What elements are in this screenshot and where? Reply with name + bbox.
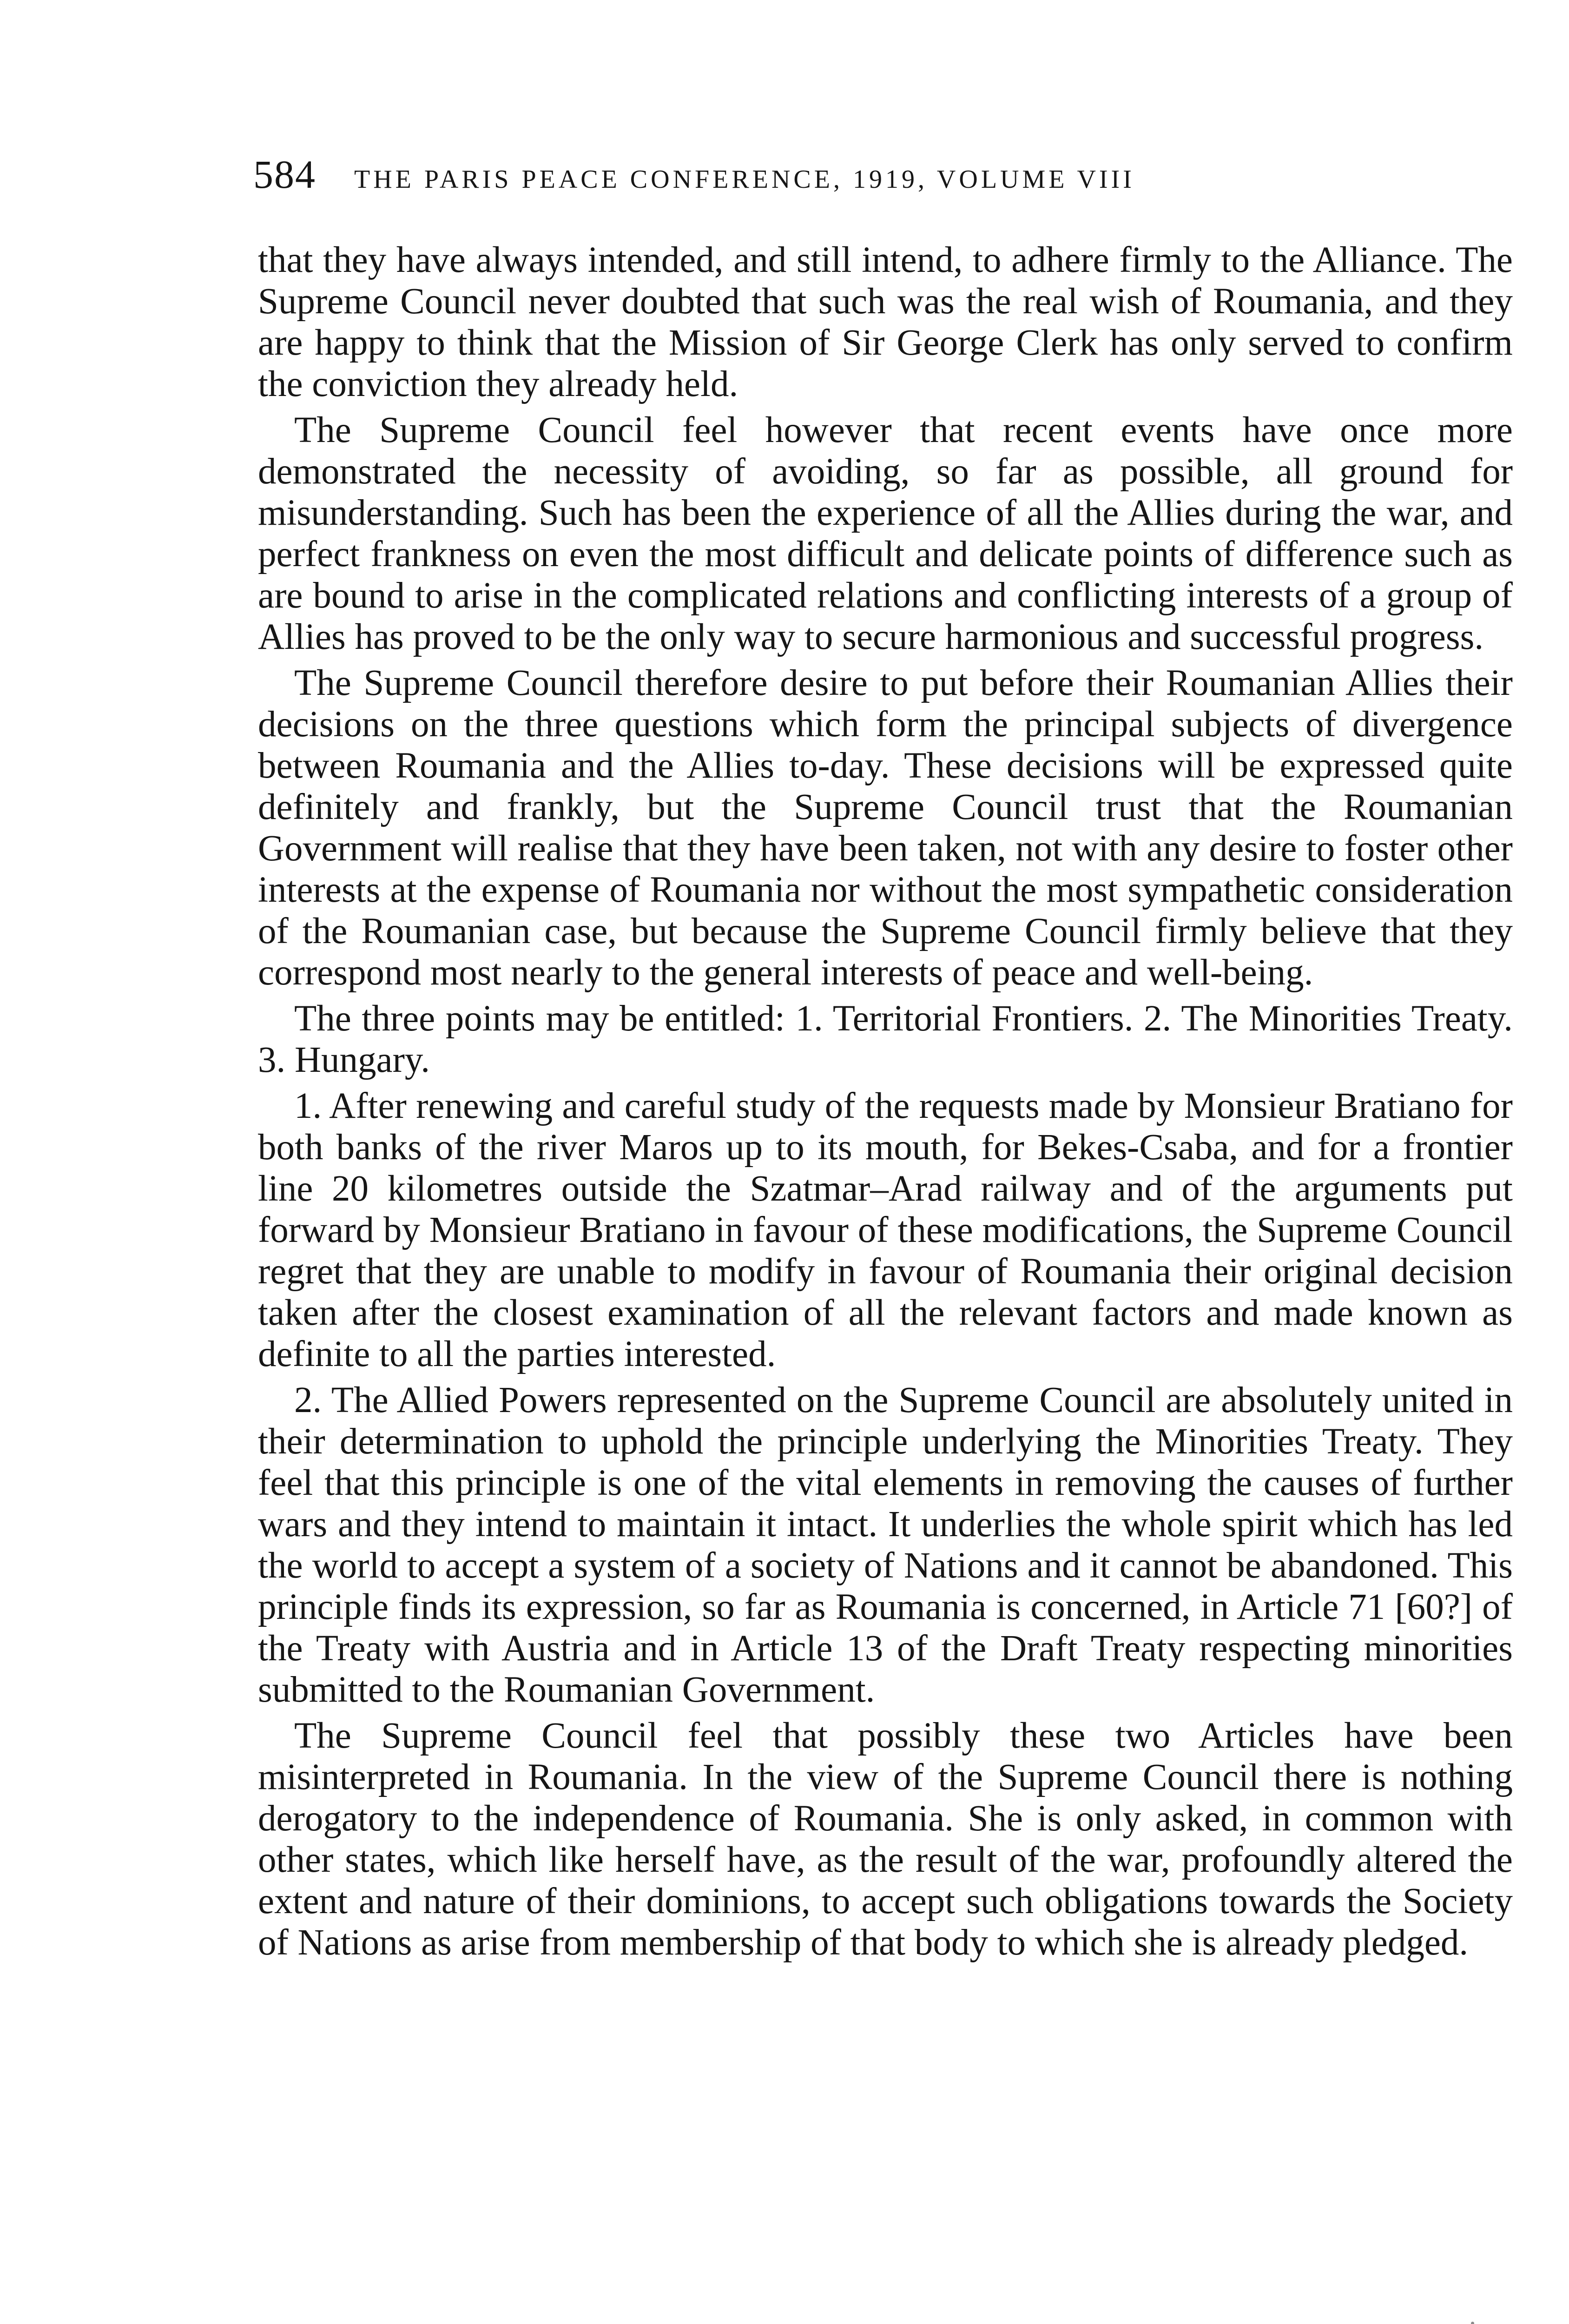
- paragraph: The Supreme Council therefore desire to put before their Roumanian Allies their decisions on the three questions which form the principal subjects of divergence between Roumania and the Allies to-day. These decisions will be expressed quite definitely and frankly, but the Supreme Council trust that the Roumanian Government will realise that they have been taken, not with any desire to foster other interests at the expense of Roumania nor without the most sympathetic consideration of the Roumanian case, but because the Supreme Council firmly believe that they correspond most nearly to the general interests of peace and well-being.: [258, 663, 1513, 993]
- body-text: [258, 239, 1513, 1968]
- paragraph: The Supreme Council feel that possibly these two Articles have been misinterpreted in Roumania. In the view of the Supreme Council there is nothing derogatory to the independence of Roumania. She is only asked, in common with other states, which like herself have, as the result of the war, profoundly altered the extent and nature of their dominions, to accept such obligations towards the Society of Nations as arise from membership of that body to which she is already pledged.: [258, 1716, 1513, 1963]
- paragraph: The three points may be entitled: 1. Territorial Frontiers. 2. The Minorities Treaty. 3. Hungary.: [258, 998, 1513, 1080]
- page-header: [253, 151, 1369, 202]
- page-number: 584: [253, 152, 316, 197]
- scan-speck: [1471, 2322, 1474, 2324]
- paragraph: 1. After renewing and careful study of the requests made by Monsieur Bratiano for both banks of the river Maros up to its mouth, for Bekes-Csaba, and for a frontier line 20 kilometres outside the Szatmar–Arad railway and of the arguments put forward by Monsieur Bratiano in favour of these modifications, the Supreme Council regret that they are unable to modify in favour of Roumania their original decision taken after the closest examination of all the relevant factors and made known as definite to all the parties interested.: [258, 1086, 1513, 1374]
- paragraph: 2. The Allied Powers represented on the Supreme Council are absolutely united in their determination to uphold the principle underlying the Minorities Treaty. They feel that this principle is one of the vital elements in removing the causes of further wars and they intend to maintain it intact. It underlies the whole spirit which has led the world to accept a system of a society of Nations and it cannot be abandoned. This principle finds its expression, so far as Roumania is concerned, in Article 71 [60?] of the Treaty with Austria and in Article 13 of the Draft Treaty respecting minorities submitted to the Roumanian Government.: [258, 1380, 1513, 1710]
- running-head: THE PARIS PEACE CONFERENCE, 1919, VOLUME VIII: [354, 165, 1135, 194]
- paragraph: that they have always intended, and still intend, to adhere firmly to the Alliance. The Supreme Council never doubted that such was the real wish of Roumania, and they are happy to think that the Mission of Sir George Clerk has only served to confirm the conviction they already held.: [258, 240, 1513, 404]
- paragraph: The Supreme Council feel however that recent events have once more demonstrated the necessity of avoiding, so far as possible, all ground for misunderstanding. Such has been the experience of all the Allies during the war, and perfect frankness on even the most difficult and delicate points of difference such as are bound to arise in the complicated relations and conflicting interests of a group of Allies has proved to be the only way to secure harmonious and successful progress.: [258, 410, 1513, 657]
